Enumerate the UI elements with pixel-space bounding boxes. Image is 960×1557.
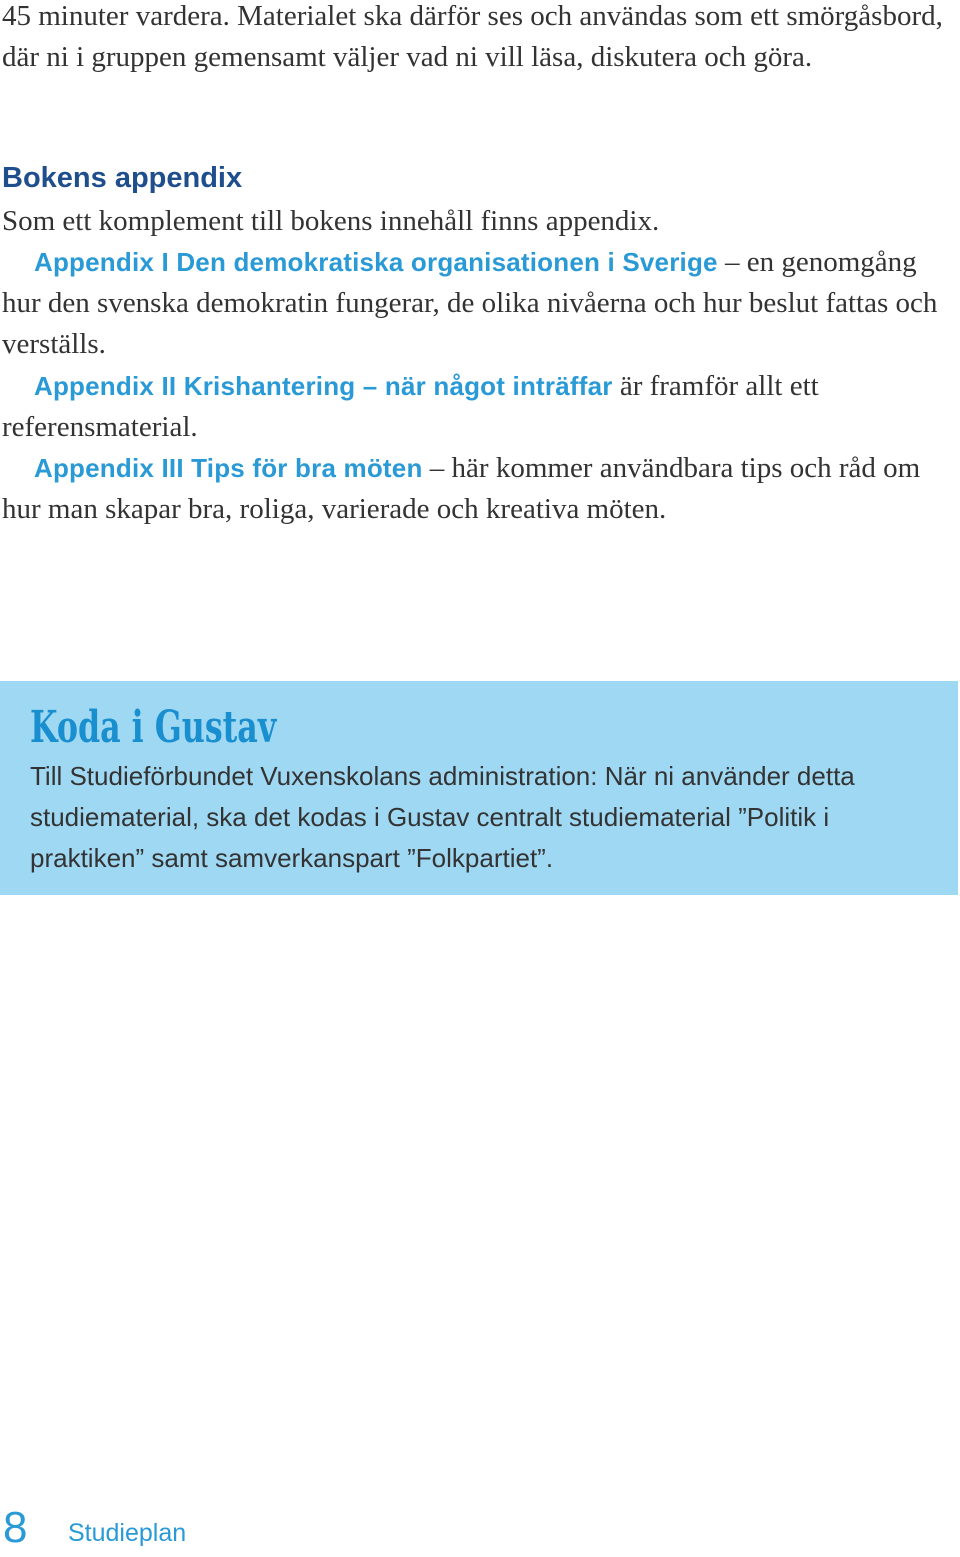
appendix-title: Appendix III Tips för bra möten [34, 453, 423, 483]
appendix-item [2, 366, 942, 448]
section-lead: Som ett komplement till bokens innehåll finns appendix. [2, 205, 660, 237]
appendix-description: – en genomgång hur den svenska demokratin fungerar, de olika nivåerna och hur beslut fattas och verställs. [2, 246, 938, 360]
intro-paragraph: 45 minuter vardera. Materialet ska därför ses och användas som ett smörgåsbord, där ni i gruppen gemensamt väljer vad ni vill läsa, diskutera och göra. [2, 0, 943, 73]
section-heading-appendix: Bokens appendix [2, 162, 243, 194]
appendix-item [2, 242, 942, 365]
appendix-title: Appendix II Krishantering – när något inträffar [34, 371, 613, 401]
info-box-title: Koda i Gustav [30, 702, 277, 753]
page-number: 8 [3, 1503, 28, 1552]
appendix-item [2, 448, 942, 530]
info-box-text: Till Studieförbundet Vuxenskolans administration: När ni använder detta studiematerial, ska det kodas i Gustav centralt studiematerial ”Politik i praktiken” samt samverkanspart ”Folkpartiet”. [30, 761, 855, 873]
appendix-title: Appendix I Den demokratiska organisationen i Sverige [34, 247, 718, 277]
appendix-description: – här kommer användbara tips och råd om hur man skapar bra, roliga, varierade och kreativa möten. [2, 452, 921, 525]
appendix-description: är framför allt ett referensmaterial. [2, 370, 819, 443]
footer-title: Studieplan [68, 1519, 187, 1547]
